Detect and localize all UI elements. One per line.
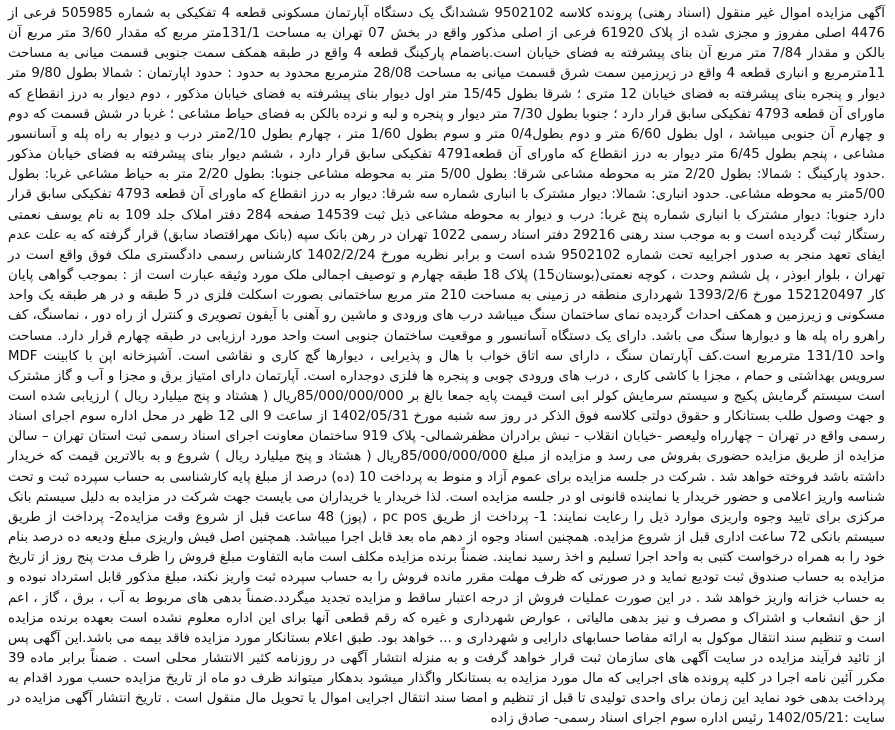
notice-body-text: آگهی مزایده اموال غیر منقول (اسناد رهنی) پرونده کلاسه 9502102 ششدانگ یک دستگاه آپارتمان مسکونی قطعه 4 تفکیکی به شماره 505985 فرعی از 4476 اصلی مفروز و مجزی شده از پلاک 61920 فرعی از اصلی مذکور واقع در بخش 07 تهران به مساحت 131/1متر مربع که مقدار 3/60 متر مربع آن بالکن و مقدار 7/84 متر مربع آن بنای پیشرفته به فضای خیابان است.باضمام پارکینگ قطعه 4 واقع در طبقه همکف سمت جنوبی قسمت میانی به مساحت 11مترمربع و انباری قطعه 4 واقع در زیرزمین سمت شرق قسمت میانی به مساحت 28/08 مترمربع محدود به حدود : حدود اپارتمان : شمالا بطول 9/80 متر دیوار و پنجره بنای پیشرفته به فضای خیابان 12 متری ؛ شرقا بطول 15/45 متر اول دیوار بنای پیشرفته به فضای خیابان مذکور ، دوم دیوار به درز انقطاع که ماورای آن قطعه 4793 تفکیکی سابق قرار دارد ؛ جنوبا بطول 7/30 متر دیوار و پنجره و لبه و نرده بالکن به فضای حیاط مشاعی ؛ غربا در شش قسمت که دوم و چهارم آن جنوبی میباشد ، اول بطول 6/60 متر و دوم بطول0/4 متر و سوم بطول 1/60 متر ، چهارم بطول 2/10متر درب و دیوار به راه پله و آسانسور مشاعی ، پنجم بطول 6/45 متر دیوار به درز انقطاع که ماورای آن قطعه4791 تفکیکی سابق قرار دارد ، ششم دیوار بنای پیشرفته به فضای خیابان مذکور .حدود پارکینگ : شمالا: بطول 2/20 متر به محوطه مشاعی شرقا: بطول 5/00 متر به محوطه مشاعی جنوبا: بطول 2/20 متر به حیاط مشاعی غربا: بطول 5/00متر به محوطه مشاعی. حدود انباری: شمالا: دیوار مشترک با انباری شماره سه شرقا: دیوار به درز انقطاع که ماورای آن قطعه 4793 تفکیکی سابق قرار دارد جنوبا: دیوار مشترک با انباری شماره پنج غربا: درب و دیوار به محوطه مشاعی ذیل ثبت 14539 صفحه 284 دفتر املاک جلد 109 به نام یوسف نعمتی رستگار ثبت گردیده است و به موجب سند رهنی 29216 دفتر اسناد رسمی 1022 تهران در رهن بانک سپه (بانک مهراقتصاد سابق) قرار گرفته که به علت عدم ایفای تعهد منجر به صدور اجراییه تحت شماره 9502102 شده است و برابر نظریه مورخ 1402/2/24 کارشناس رسمی دادگستری ملک فوق واقع است در تهران ، بلوار ابوذر ، پل ششم وحدت ، کوچه نعمتی(بوستان15) پلاک 18 طبقه چهارم و توصیف اجمالی ملک مورد وثیقه عبارت است از : بموجب گواهی پایان کار 152120497 مورخ 1393/2/6 شهرداری منطقه در زمینی به مساحت 210 متر مربع ساختمانی بصورت اسکلت فلزی در 5 طبقه و در هر طبقه یک واحد مسکونی و زیرزمین و همکف احداث گردیده نمای ساختمان سنگ میباشد درب های ورودی و ماشین رو آهنی با آیفون تصویری و کنترل از راه دور ، نماسنگ، کف راهرو راه پله ها و دیوارها سنگ می باشد. دارای یک دستگاه آسانسور و موقعیت ساختمان جنوبی است واحد مورد ارزیابی در طبقه چهارم قرار دارد. مساحت واحد 131/10 مترمربع است.کف آپارتمان سنگ ، دارای سه اتاق خواب با هال و پذیرایی ، دیوارها گچ کاری و نقاشی است. آشپزخانه اپن با کابینت MDF سرویس بهداشتی و حمام ، مجزا با کاشی کاری ، درب های ورودی چوبی و پنجره ها فلزی دوجداره است. آپارتمان دارای امتیاز برق و مجزا و آب و گاز مشترک است سیستم گرمایش پکیج و سیستم سرمایش کولر ابی است قیمت پایه جمعا بالغ بر 85/000/000/000ریال ( هشتاد و پنج میلیارد ریال ) ارزیابی شده است و جهت وصول طلب بستانکار و حقوق دولتی کلاسه فوق الذکر در روز سه شنبه مورخ 1402/05/31 از ساعت 9 الی 12 ظهر در محل اداره سوم اجرای اسناد رسمی واقع در تهران – چهارراه ولیعصر -خیابان انقلاب - نبش برادران مظفرشمالی- پلاک 919 ساختمان معاونت اجرای اسناد رسمی ثبت استان تهران – سالن مزایده از طریق مزایده حضوری بفروش می رسد و مزایده از مبلغ 85/000/000/000ریال ( هشتاد و پنج میلیارد ریال ) شروع و به بالاترین قیمت که خریدار داشته باشد فروخته خواهد شد . شرکت در جلسه مزایده برای عموم آزاد و منوط به پرداخت 10 (ده) درصد از مبلغ پایه کارشناسی به حساب سپرده ثبت و تحت شناسه واریز اعلامی و حضور خریدار یا نماینده قانونی او در جلسه مزایده است. لذا خریدار یا خریداران می بایست جهت شرکت در مزایده به دلیل سیستم بانک مرکزی برای تایید وجوه واریزی موارد ذیل را رعایت نمایند: 1- پرداخت از طریق pc pos ، (پوز) 48 ساعت قبل از شروع وقت مزایده2- پرداخت از طریق سیستم بانکی 72 ساعت اداری قبل از شروع مزایده. همچنین اسناد وجوه از دهم ماه بعد قابل اجرا میباشد. همچنین اصل فیش واریزی مبلغ ودیعه ده درصد بنام خود را به همراه درخواست کتبی به واحد اجرا تسلیم و اخذ رسید نمایند. ضمناً برنده مزایده مکلف است مابه التفاوت مبلغ فروش را ظرف مدت پنج روز از تاریخ مزایده به حساب صندوق ثبت تودیع نماید و در صورتی که ظرف مهلت مقرر مانده فروش را به حساب سپرده ثبت واریز نکند، مبلغ مذکور قابل استرداد نبوده و به حساب خزانه واریز خواهد شد . در این صورت عملیات فروش از درجه اعتبار ساقط و مزایده تجدید میگردد.ضمناً بدهی های مربوط به آب ، برق ، گاز ، اعم از حق انشعاب و اشتراک و مصرف و نیز بدهی مالیاتی ، عوارض شهرداری و غیره که رقم قطعی آنها برای این اداره معلوم نشده است بعهده برنده مزایده است و تنظیم سند انتقال موکول به ارائه مفاصا حسابهای دارایی و شهرداری و ... خواهد بود. طبق اعلام بستانکار مورد مزایده فاقد بیمه می باشد.این آگهی پس از تائید فرآیند مزایده در سایت آگهی های سازمان ثبت قرار خواهد گرفت و به منزله انتشار آگهی در روزنامه کثیر الانتشار محلی است . ضمناً برابر ماده 39 مکرر آئین نامه اجرا در کلیه پرونده های اجرایی که مال مورد مزایده به بستانکار واگذار میشود بدهکار میتواند ظرف دو ماه از تاریخ مزایده حسب مورد اقدام به پرداخت بدهی خود نماید این زمان برای واحدی تولیدی تا قبل از تنظیم و امضا سند انتقال اجرایی اموال یا تحویل مال منقول است . تاریخ انتشار آگهی مزایده در سایت :1402/05/21 رئیس اداره سوم اجرای اسناد رسمی- صادق زاده (8, 6, 886, 727)
